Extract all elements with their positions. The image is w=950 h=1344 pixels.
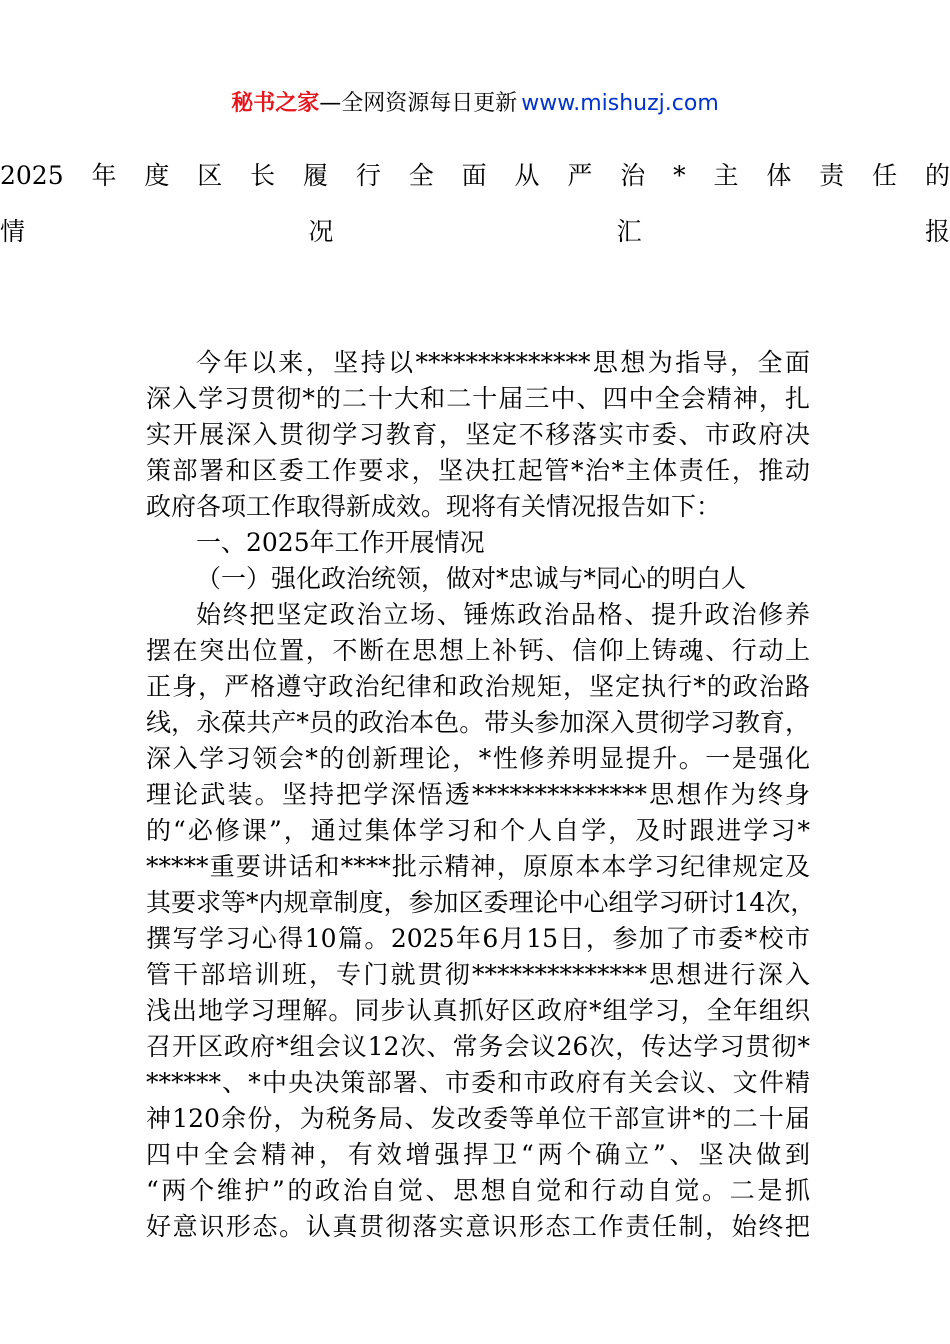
body-line: 管干部培训班，专门就贯彻**************思想进行深入	[146, 960, 810, 989]
body-line: *****重要讲话和****批示精神，原原本本学习纪律规定及	[146, 852, 810, 881]
body-line: 线，永葆共产*员的政治本色。带头参加深入贯彻学习教育，	[146, 708, 810, 737]
body-line: 摆在突出位置，不断在思想上补钙、信仰上铸魂、行动上	[146, 636, 810, 665]
site-slogan: —全网资源每日更新	[319, 91, 518, 116]
title-line-2: 情况汇报	[0, 217, 950, 246]
body-line: 其要求等*内规章制度，参加区委理论中心组学习研讨14次，	[146, 888, 816, 917]
body-line: 深入学习贯彻*的二十大和二十届三中、四中全会精神，扎	[146, 384, 810, 413]
body-line: 深入学习领会*的创新理论，*性修养明显提升。一是强化	[146, 744, 810, 773]
body-line: 好意识形态。认真贯彻落实意识形态工作责任制，始终把	[146, 1212, 810, 1241]
body-line: 的“必修课”，通过集体学习和个人自学，及时跟进学习*	[146, 816, 810, 845]
body-line: 四中全会精神，有效增强捍卫“两个确立”、坚决做到	[146, 1140, 810, 1169]
section-heading: 一、2025年工作开展情况	[196, 528, 485, 557]
site-url-link[interactable]: www.mishuzj.com	[521, 91, 719, 116]
title-line-1: 2025年度区长履行全面从严治*主体责任的	[0, 161, 950, 190]
body-line: 始终把坚定政治立场、锤炼政治品格、提升政治修养	[196, 600, 810, 629]
body-line: 召开区政府*组会议12次、常务会议26次，传达学习贯彻*	[146, 1032, 810, 1061]
body-line: 撰写学习心得10篇。2025年6月15日，参加了市委*校市	[146, 924, 810, 953]
document-body	[146, 345, 816, 1245]
body-line: 神120余份，为税务局、发改委等单位干部宣讲*的二十届	[146, 1104, 810, 1133]
body-line: 正身，严格遵守政治纪律和政治规矩，坚定执行*的政治路	[146, 672, 810, 701]
body-line: 今年以来，坚持以**************思想为指导，全面	[196, 348, 810, 377]
body-line: 浅出地学习理解。同步认真抓好区政府*组学习，全年组织	[146, 996, 810, 1025]
body-line: “两个维护”的政治自觉、思想自觉和行动自觉。二是抓	[146, 1176, 810, 1205]
body-line: 政府各项工作取得新成效。现将有关情况报告如下：	[146, 492, 722, 521]
body-line: 策部署和区委工作要求，坚决扛起管*治*主体责任，推动	[146, 456, 810, 485]
site-brand: 秘书之家	[231, 91, 320, 116]
subsection-heading: （一）强化政治统领，做对*忠诚与*同心的明白人	[196, 564, 747, 593]
body-line: 理论武装。坚持把学深悟透**************思想作为终身	[146, 780, 810, 809]
site-header	[0, 88, 950, 120]
body-line: 实开展深入贯彻学习教育，坚定不移落实市委、市政府决	[146, 420, 810, 449]
document-title	[0, 158, 950, 250]
body-line: ******、*中央决策部署、市委和市政府有关会议、文件精	[146, 1068, 810, 1097]
